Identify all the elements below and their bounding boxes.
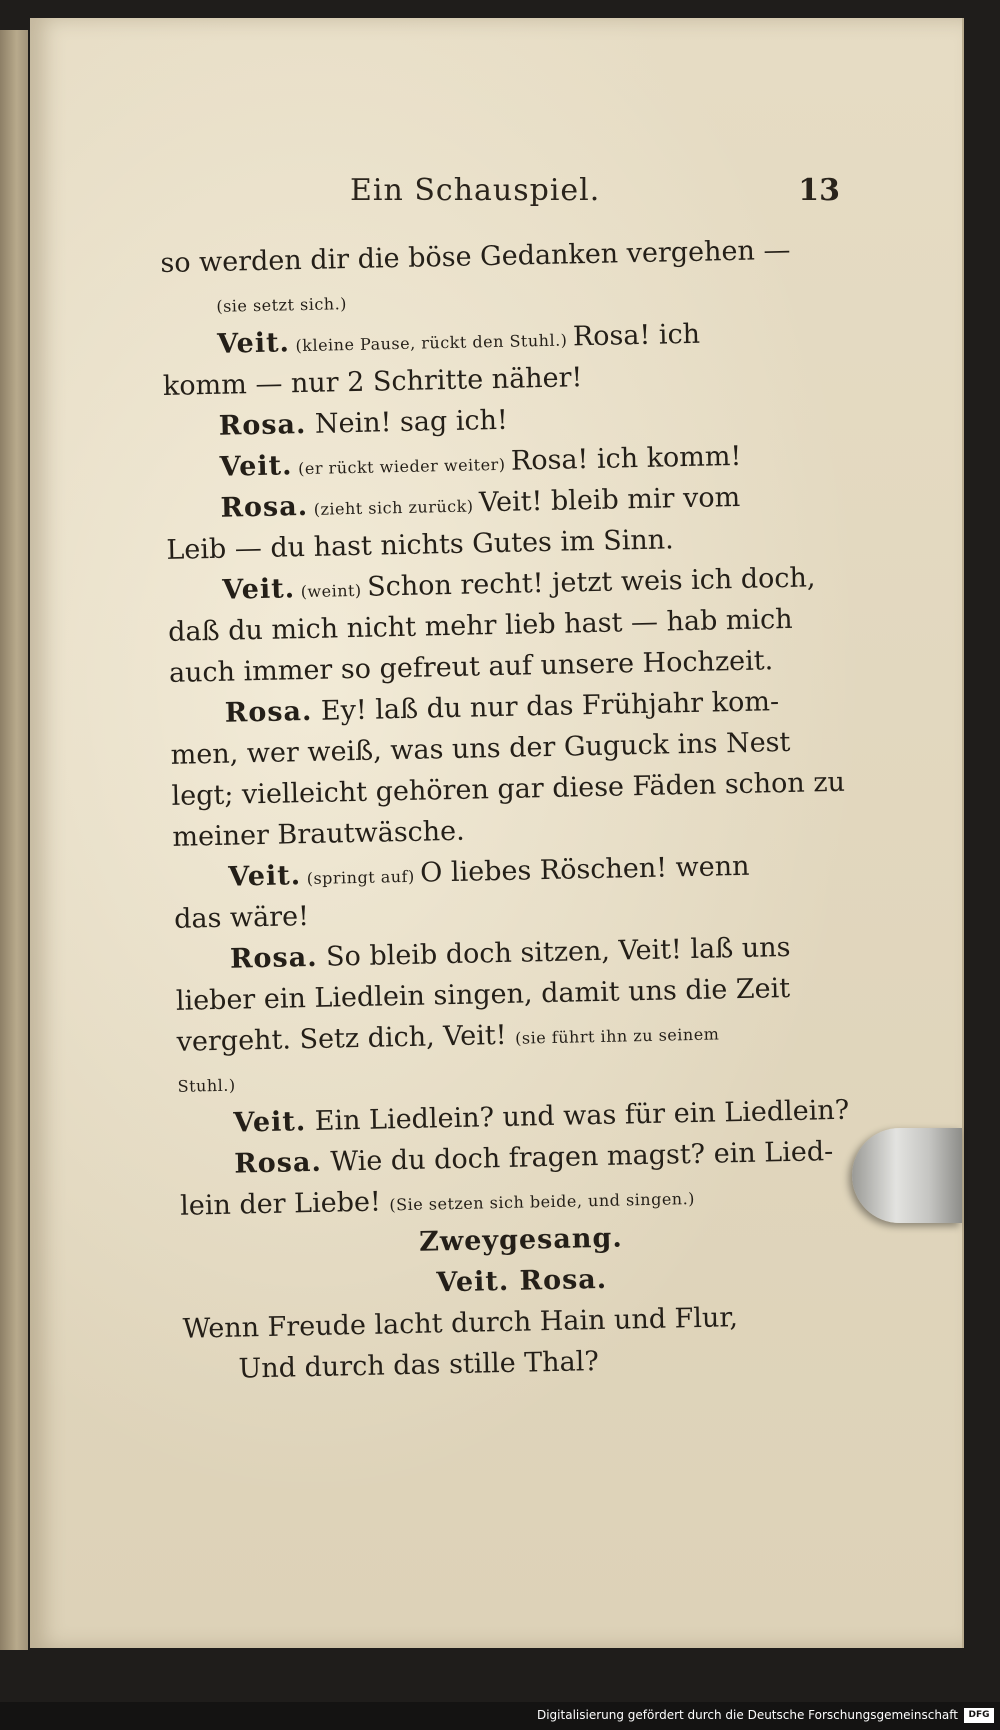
speaker-name: Rosa. xyxy=(233,1146,323,1180)
dialogue-text: Rosa! ich xyxy=(572,318,701,353)
speaker-name: Veit. xyxy=(227,860,302,893)
dialogue-text: lein der Liebe! xyxy=(179,1186,390,1222)
dialogue-text: Rosa! ich komm! xyxy=(510,440,742,477)
dialogue-text: das wäre! xyxy=(173,901,310,935)
speaker-name: Rosa. xyxy=(220,490,309,524)
stage-direction: (zieht sich zurück) xyxy=(307,496,480,519)
dialogue-text: Veit! bleib mir vom xyxy=(478,481,741,519)
speaker-name: Zweygesang. xyxy=(418,1222,623,1258)
page-clip xyxy=(852,1128,962,1223)
speaker-name: Veit. Rosa. xyxy=(436,1263,608,1299)
dialogue-text: meiner Brautwäsche. xyxy=(172,815,466,853)
dialogue-text: Wenn Freude lacht durch Hain und Flur, xyxy=(182,1302,739,1345)
page-number: 13 xyxy=(798,173,840,208)
dialogue-text: daß du mich nicht mehr lieb hast — hab mich xyxy=(167,603,793,648)
dialogue-text: So bleib doch sitzen, Veit! laß uns xyxy=(317,931,791,973)
book-edge xyxy=(0,30,28,1650)
speaker-name: Veit. xyxy=(216,327,291,360)
stage-direction: (Sie setzen sich beide, und singen.) xyxy=(389,1189,696,1215)
stage-direction: (sie setzt sich.) xyxy=(216,294,348,316)
running-header xyxy=(350,173,840,213)
dialogue-text: O liebes Röschen! wenn xyxy=(419,850,750,889)
dialogue-text: Ein Liedlein? und was für ein Liedlein? xyxy=(305,1094,850,1138)
speaker-name: Rosa. xyxy=(218,408,307,442)
header-title: Ein Schauspiel. xyxy=(350,173,601,208)
stage-direction: (kleine Pause, rückt den Stuhl.) xyxy=(289,330,574,356)
text-block xyxy=(160,229,864,1391)
speaker-name: Veit. xyxy=(219,450,293,483)
dialogue-text: legt; vielleicht gehören gar diese Fäden schon zu xyxy=(171,766,846,812)
dialogue-text: Und durch das stille Thal? xyxy=(238,1346,600,1385)
footer-bar xyxy=(0,1702,1000,1730)
stage-direction: (sie führt ihn zu seinem xyxy=(514,1024,720,1048)
speaker-name: Rosa. xyxy=(229,941,318,975)
dialogue-text: Ey! laß du nur das Frühjahr kom- xyxy=(312,686,780,727)
speaker-name: Veit. xyxy=(221,573,296,606)
dialogue-text: Nein! sag ich! xyxy=(306,404,509,440)
dialogue-text: auch immer so gefreut auf unsere Hochzeit. xyxy=(168,645,774,689)
dialogue-text: vergeht. Setz dich, Veit! xyxy=(176,1019,516,1058)
footer-credit: Digitalisierung gefördert durch die Deutsche Forschungsgemeinschaft xyxy=(536,1708,958,1722)
stage-direction: (er rückt wieder weiter) xyxy=(292,454,512,479)
dialogue-text: Schon recht! jetzt weis ich doch, xyxy=(366,562,816,603)
dfg-logo: DFG xyxy=(964,1708,994,1723)
book-page xyxy=(30,18,964,1648)
stage-direction: Stuhl.) xyxy=(177,1075,236,1096)
speaker-name: Veit. xyxy=(233,1106,307,1139)
dialogue-text: lieber ein Liedlein singen, damit uns die Zeit xyxy=(175,972,791,1017)
dialogue-text: men, wer weiß, was uns der Guguck ins Nest xyxy=(170,726,791,771)
dialogue-text: so werden dir die böse Gedanken vergehen — xyxy=(160,234,791,279)
stage-direction: (springt auf) xyxy=(300,866,421,889)
speaker-name: Rosa. xyxy=(224,695,313,729)
stage-direction: (weint) xyxy=(294,580,368,602)
dialogue-text: Wie du doch fragen magst? ein Lied- xyxy=(321,1136,834,1178)
dialogue-text: Leib — du hast nichts Gutes im Sinn. xyxy=(166,524,675,566)
dialogue-text: komm — nur 2 Schritte näher! xyxy=(162,362,583,402)
